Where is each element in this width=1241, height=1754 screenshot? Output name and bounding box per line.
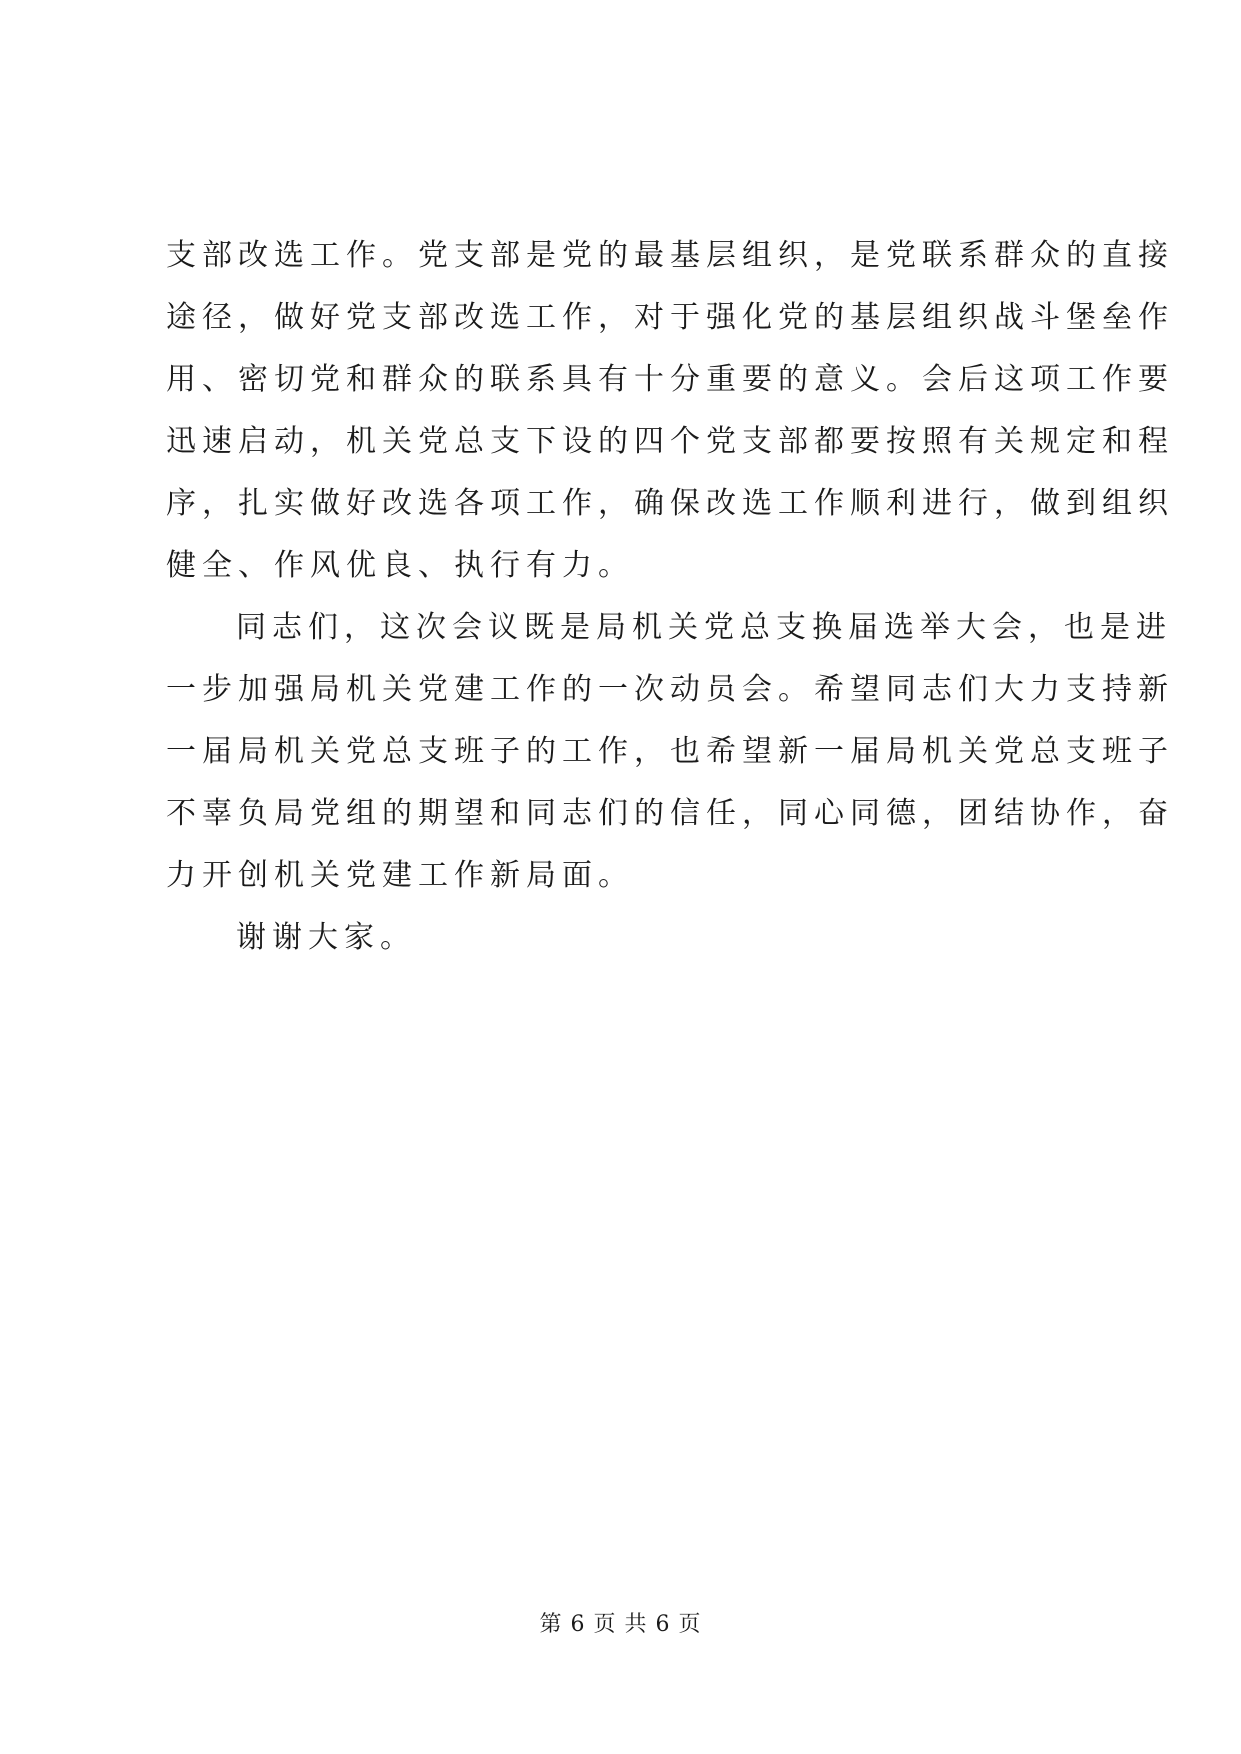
text-line: 支部改选工作。党支部是党的最基层组织，是党联系群众的直接: [166, 238, 1174, 273]
text-line: 序，扎实做好改选各项工作，确保改选工作顺利进行，做到组织: [166, 486, 1174, 521]
paragraph: [166, 597, 1174, 907]
text-line: 一届局机关党总支班子的工作，也希望新一届局机关党总支班子: [166, 734, 1174, 769]
text-line: 途径，做好党支部改选工作，对于强化党的基层组织战斗堡垒作: [166, 300, 1174, 335]
paragraph: [166, 907, 1086, 969]
text-line: 谢谢大家。: [236, 920, 416, 955]
text-line: 用、密切党和群众的联系具有十分重要的意义。会后这项工作要: [166, 362, 1174, 397]
text-line: 力开创机关党建工作新局面。: [166, 858, 634, 893]
text-line: 健全、作风优良、执行有力。: [166, 548, 634, 583]
page-footer: 第 6 页 共 6 页: [539, 1612, 702, 1637]
paragraph: [166, 225, 1174, 597]
document-body: [166, 225, 1174, 969]
text-line: 一步加强局机关党建工作的一次动员会。希望同志们大力支持新: [166, 672, 1174, 707]
text-line: 不辜负局党组的期望和同志们的信任，同心同德，团结协作，奋: [166, 796, 1174, 831]
text-line: 迅速启动，机关党总支下设的四个党支部都要按照有关规定和程: [166, 424, 1174, 459]
text-line: 同志们，这次会议既是局机关党总支换届选举大会，也是进: [236, 610, 1172, 645]
